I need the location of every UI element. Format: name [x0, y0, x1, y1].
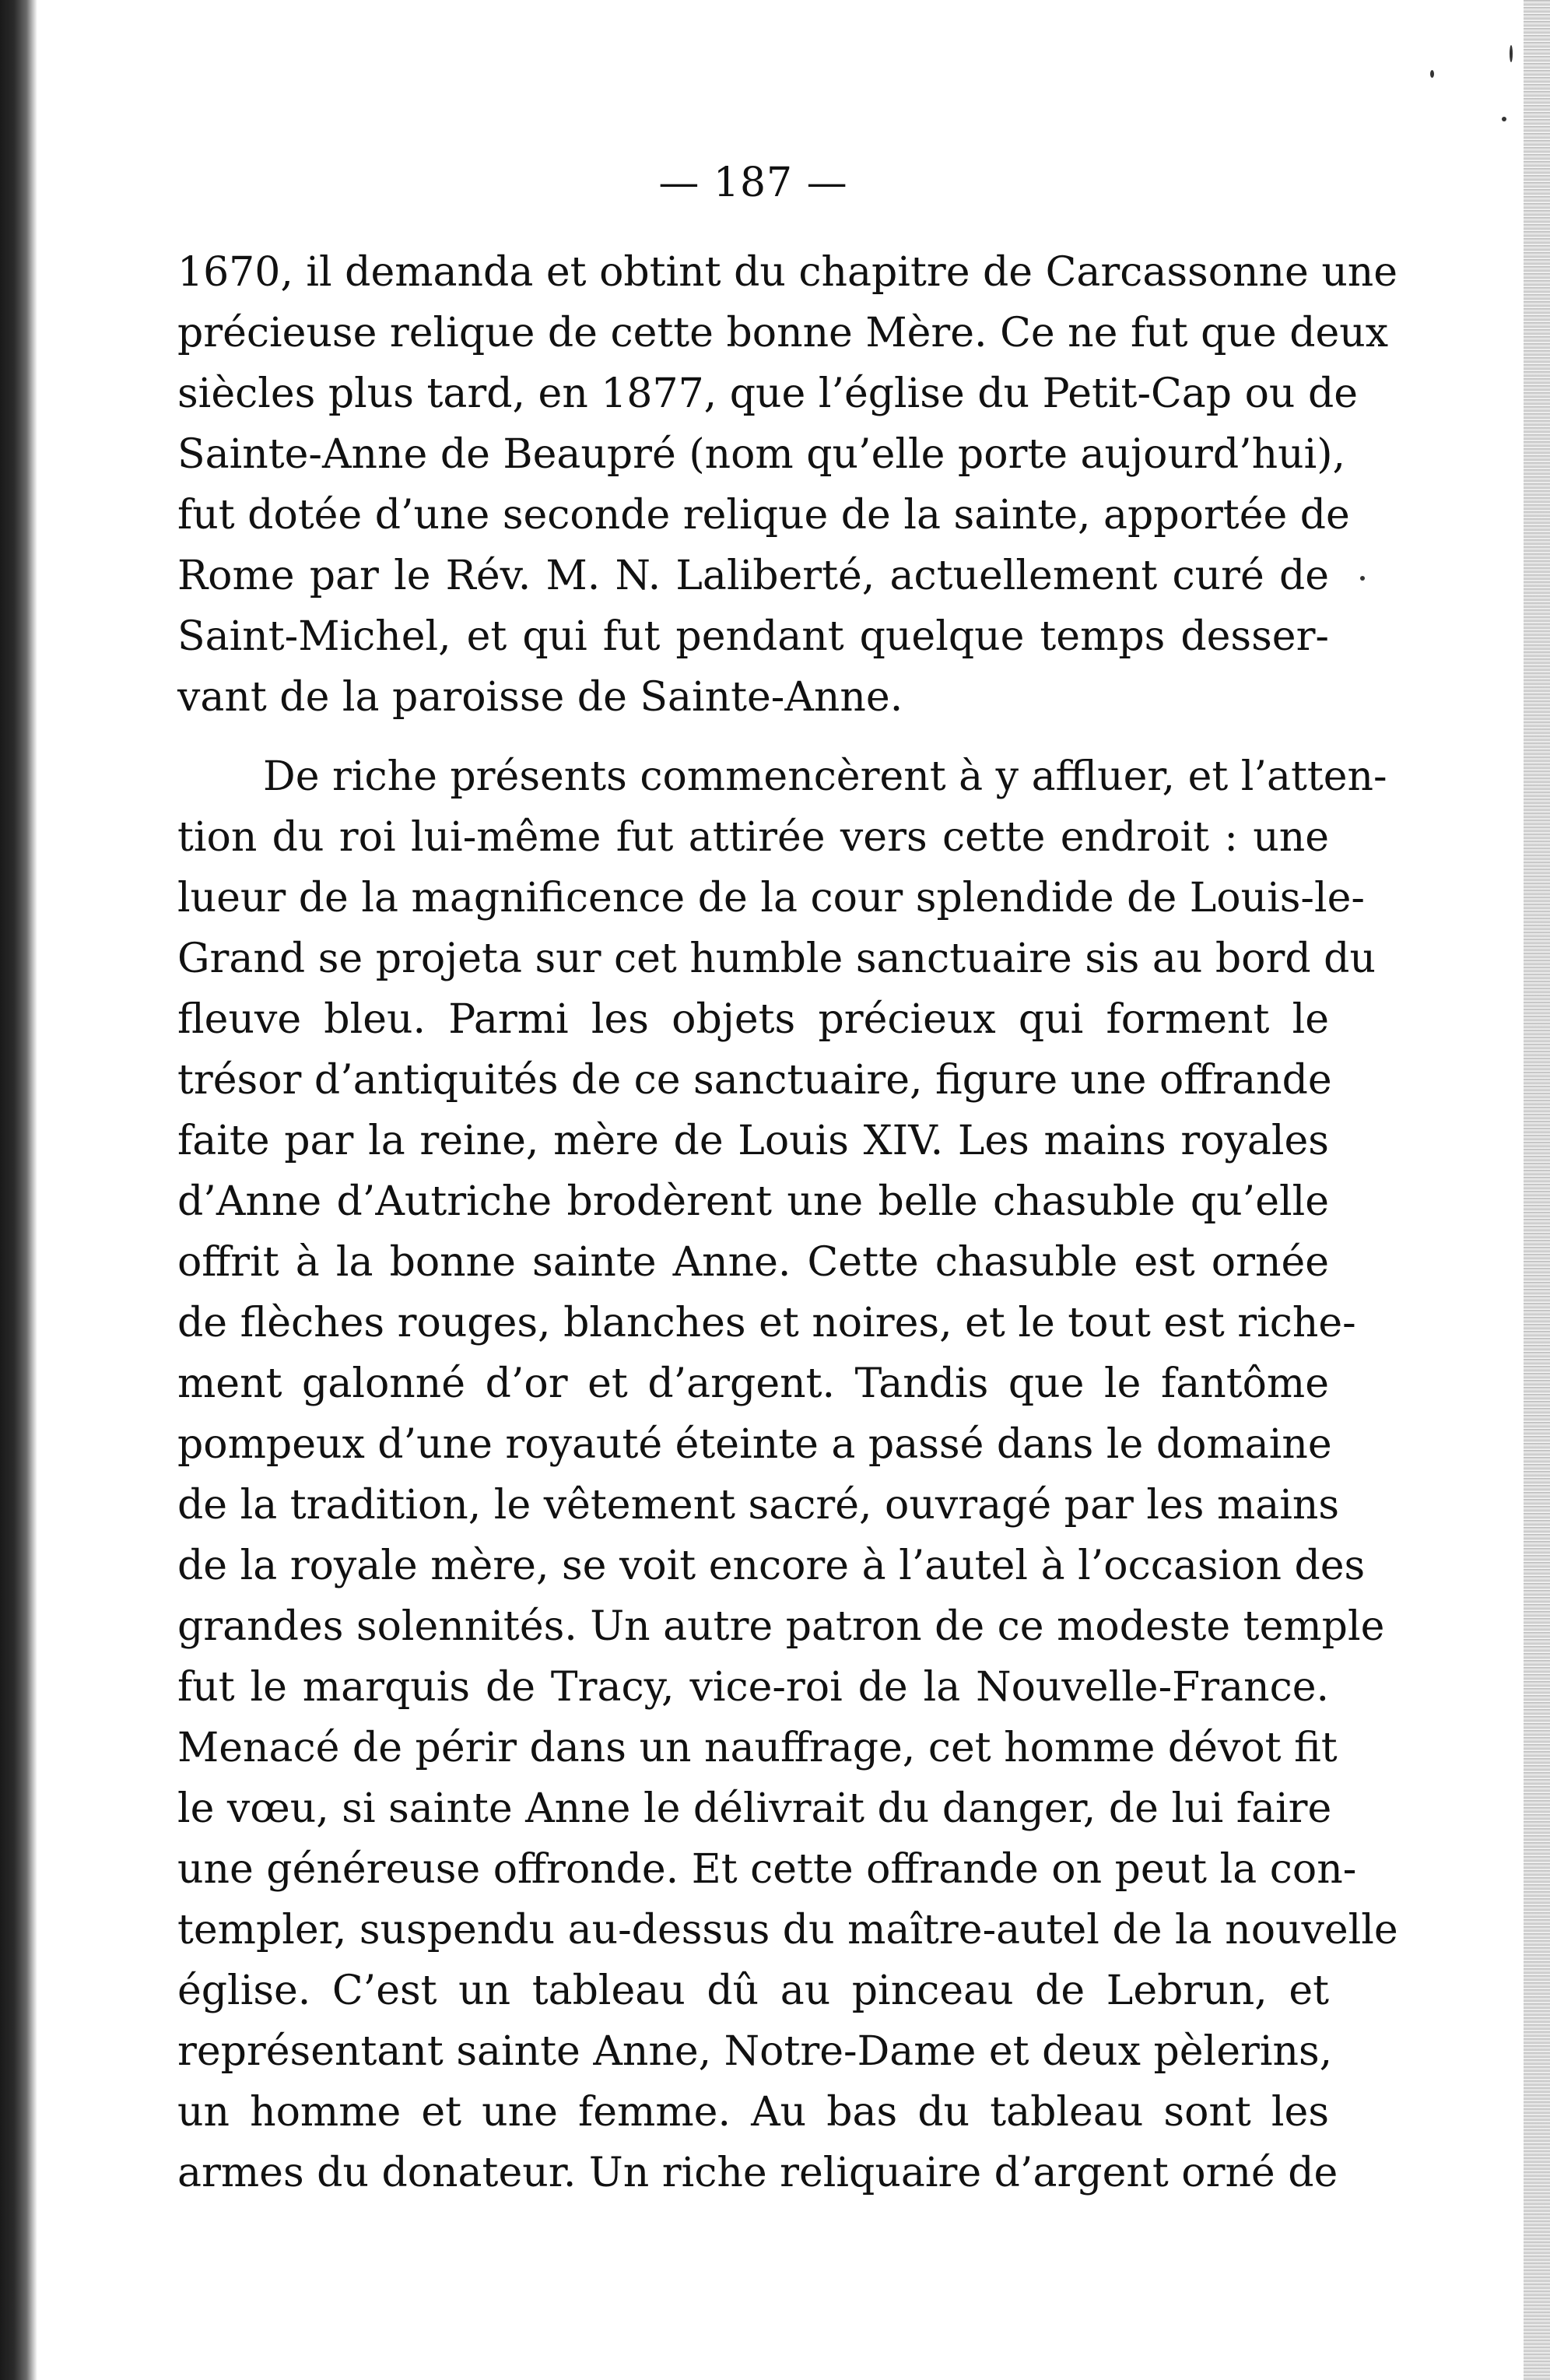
paragraph-gap [177, 728, 1329, 746]
paragraph [177, 746, 1398, 2203]
text-line: faite par la reine, mère de Louis XIV. Les mains royales [177, 1118, 1329, 1164]
text-line: représentant sainte Anne, Notre-Dame et deux pèlerins, [177, 2028, 1333, 2075]
scan-left-edge [0, 0, 37, 2380]
text-line: pompeux d’une royauté éteinte a passé dans le domaine [177, 1421, 1332, 1468]
text-line: De riche présents commencèrent à y affluer, et l’atten- [263, 753, 1387, 800]
text-line: grandes solennités. Un autre patron de ce modeste temple [177, 1603, 1385, 1650]
text-line: fut le marquis de Tracy, vice-roi de la Nouvelle-France. [177, 1664, 1329, 1711]
text-line: armes du donateur. Un riche reliquaire d’argent orné de [177, 2150, 1338, 2196]
text-line: de la royale mère, se voit encore à l’autel à l’occasion des [177, 1543, 1366, 1589]
text-line: de flèches rouges, blanches et noires, et le tout est riche- [177, 1300, 1356, 1346]
scan-speck [1360, 576, 1365, 581]
text-line: 1670, il demanda et obtint du chapitre de Carcassonne une [177, 249, 1398, 296]
text-line: Saint-Michel, et qui fut pendant quelque temps desser- [177, 613, 1329, 660]
text-line: Sainte-Anne de Beaupré (nom qu’elle porte aujourd’hui), [177, 431, 1346, 478]
text-line: église. C’est un tableau dû au pinceau de Lebrun, et [177, 1968, 1329, 2014]
scan-right-edge [1524, 0, 1550, 2380]
text-line: fut dotée d’une seconde relique de la sainte, apportée de [177, 492, 1350, 539]
text-line: lueur de la magnificence de la cour splendide de Louis-le- [177, 875, 1365, 921]
page-number: — 187 — [658, 160, 848, 206]
scan-speck [1510, 45, 1513, 62]
text-line: d’Anne d’Autriche brodèrent une belle chasuble qu’elle [177, 1178, 1329, 1225]
text-line: offrit à la bonne sainte Anne. Cette chasuble est ornée [177, 1239, 1329, 1286]
text-line: ment galonné d’or et d’argent. Tandis que le fantôme [177, 1360, 1329, 1407]
text-line: tion du roi lui-même fut attirée vers cette endroit : une [177, 814, 1329, 861]
text-line: Menacé de périr dans un nauffrage, cet homme dévot fit [177, 1725, 1338, 1771]
text-line: trésor d’antiquités de ce sanctuaire, figure une offrande [177, 1057, 1332, 1104]
book-page [177, 160, 1398, 2203]
paragraph [177, 242, 1398, 728]
text-line: siècles plus tard, en 1877, que l’église du Petit-Cap ou de [177, 370, 1359, 417]
text-line: fleuve bleu. Parmi les objets précieux qui forment le [177, 996, 1329, 1043]
text-line: vant de la paroisse de Sainte-Anne. [177, 674, 903, 721]
scan-speck [1430, 70, 1434, 78]
text-line: Rome par le Rév. M. N. Laliberté, actuellement curé de [177, 553, 1329, 599]
text-line: templer, suspendu au-dessus du maître-autel de la nouvelle [177, 1907, 1398, 1953]
text-line: Grand se projeta sur cet humble sanctuaire sis au bord du [177, 936, 1376, 982]
text-line: précieuse relique de cette bonne Mère. Ce ne fut que deux [177, 310, 1389, 356]
text-line: le vœu, si sainte Anne le délivrait du danger, de lui faire [177, 1785, 1332, 1832]
text-line: de la tradition, le vêtement sacré, ouvragé par les mains [177, 1482, 1340, 1529]
scan-speck [1502, 117, 1506, 121]
text-line: un homme et une femme. Au bas du tableau sont les [177, 2089, 1329, 2136]
text-line: une généreuse offronde. Et cette offrande on peut la con- [177, 1846, 1357, 1893]
